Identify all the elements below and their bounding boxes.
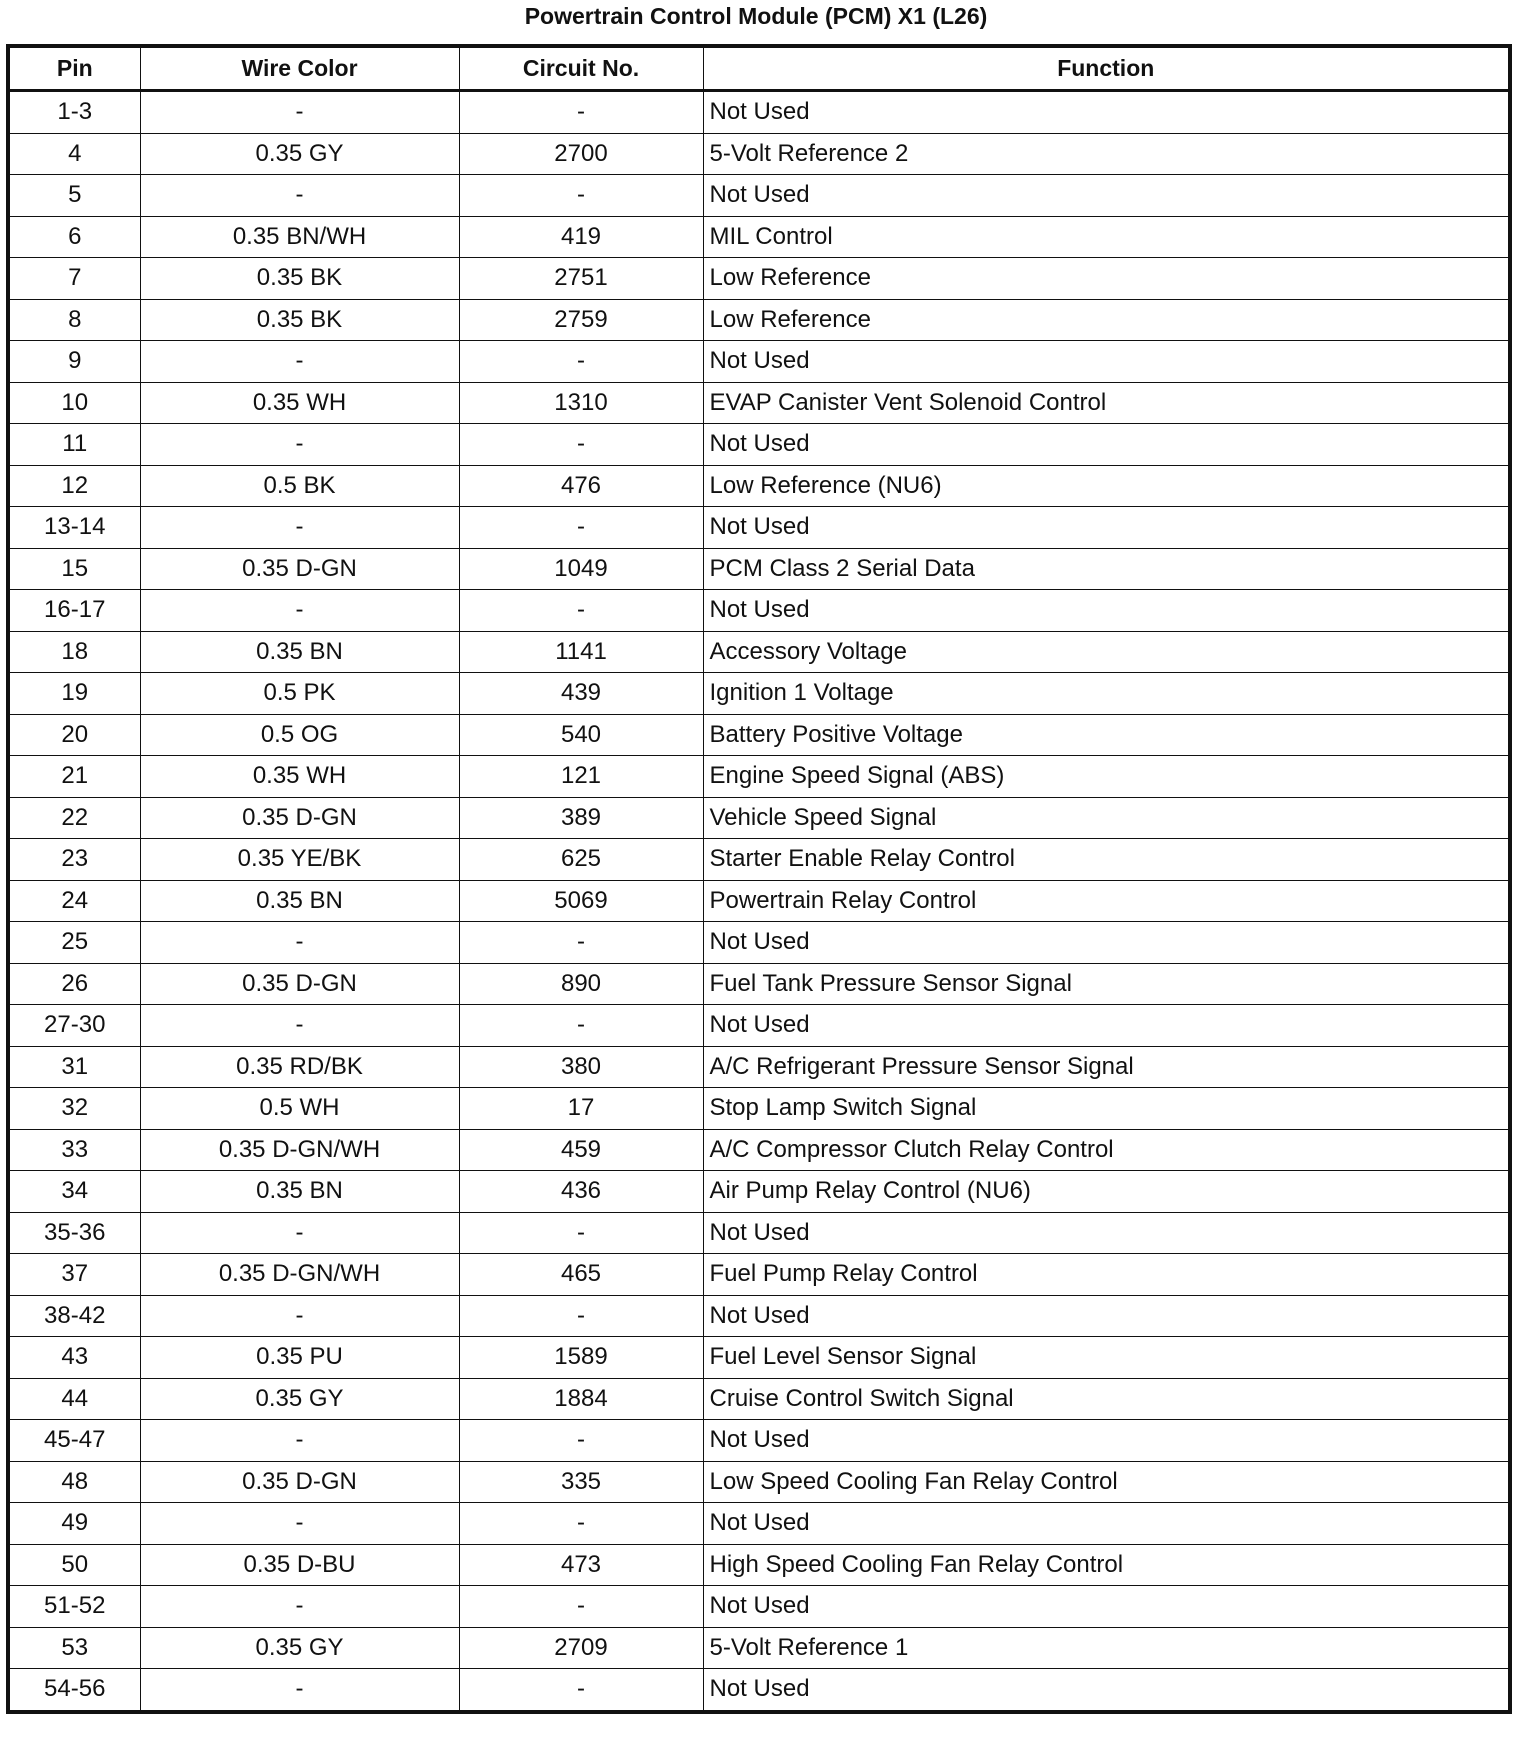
function-cell: Not Used <box>703 91 1510 134</box>
table-row <box>8 756 1510 798</box>
table-row <box>8 341 1510 383</box>
circuit-no-cell: - <box>459 1005 703 1047</box>
pin-cell: 16-17 <box>8 590 140 632</box>
pin-cell: 9 <box>8 341 140 383</box>
wire-color-cell: 0.35 GY <box>140 1378 459 1420</box>
circuit-no-cell: 473 <box>459 1544 703 1586</box>
circuit-no-cell: 1884 <box>459 1378 703 1420</box>
function-cell: MIL Control <box>703 216 1510 258</box>
table-row <box>8 175 1510 217</box>
function-cell: Vehicle Speed Signal <box>703 797 1510 839</box>
circuit-no-cell: - <box>459 1586 703 1628</box>
wire-color-cell: 0.35 BK <box>140 299 459 341</box>
header-function: Function <box>703 46 1510 91</box>
table-row <box>8 1461 1510 1503</box>
function-cell: Low Speed Cooling Fan Relay Control <box>703 1461 1510 1503</box>
pin-cell: 10 <box>8 382 140 424</box>
pin-cell: 6 <box>8 216 140 258</box>
pin-cell: 37 <box>8 1254 140 1296</box>
pin-cell: 21 <box>8 756 140 798</box>
table-row <box>8 963 1510 1005</box>
wire-color-cell: 0.35 BN/WH <box>140 216 459 258</box>
wire-color-cell: - <box>140 424 459 466</box>
pin-cell: 54-56 <box>8 1669 140 1712</box>
table-row <box>8 507 1510 549</box>
function-cell: Not Used <box>703 341 1510 383</box>
function-cell: Air Pump Relay Control (NU6) <box>703 1171 1510 1213</box>
wire-color-cell: - <box>140 1212 459 1254</box>
circuit-no-cell: - <box>459 1669 703 1712</box>
table-row <box>8 1171 1510 1213</box>
circuit-no-cell: - <box>459 507 703 549</box>
circuit-no-cell: - <box>459 1212 703 1254</box>
pin-cell: 45-47 <box>8 1420 140 1462</box>
circuit-no-cell: 465 <box>459 1254 703 1296</box>
table-row <box>8 299 1510 341</box>
function-cell: A/C Compressor Clutch Relay Control <box>703 1129 1510 1171</box>
pin-cell: 25 <box>8 922 140 964</box>
circuit-no-cell: 1049 <box>459 548 703 590</box>
wire-color-cell: 0.35 WH <box>140 756 459 798</box>
function-cell: 5-Volt Reference 2 <box>703 133 1510 175</box>
wire-color-cell: - <box>140 1005 459 1047</box>
function-cell: Not Used <box>703 507 1510 549</box>
function-cell: Not Used <box>703 1420 1510 1462</box>
wire-color-cell: - <box>140 1669 459 1712</box>
pin-cell: 5 <box>8 175 140 217</box>
wire-color-cell: 0.35 D-GN <box>140 548 459 590</box>
header-wire-color: Wire Color <box>140 46 459 91</box>
wire-color-cell: 0.35 BK <box>140 258 459 300</box>
function-cell: Starter Enable Relay Control <box>703 839 1510 881</box>
circuit-no-cell: - <box>459 1503 703 1545</box>
circuit-no-cell: - <box>459 424 703 466</box>
function-cell: Accessory Voltage <box>703 631 1510 673</box>
wire-color-cell: 0.35 PU <box>140 1337 459 1379</box>
pin-cell: 44 <box>8 1378 140 1420</box>
function-cell: PCM Class 2 Serial Data <box>703 548 1510 590</box>
circuit-no-cell: - <box>459 341 703 383</box>
table-row <box>8 1627 1510 1669</box>
wire-color-cell: 0.35 BN <box>140 880 459 922</box>
pin-cell: 32 <box>8 1088 140 1130</box>
circuit-no-cell: 2700 <box>459 133 703 175</box>
table-row <box>8 839 1510 881</box>
circuit-no-cell: 389 <box>459 797 703 839</box>
circuit-no-cell: 1310 <box>459 382 703 424</box>
circuit-no-cell: 335 <box>459 1461 703 1503</box>
table-header-row <box>8 46 1510 91</box>
wire-color-cell: 0.5 WH <box>140 1088 459 1130</box>
circuit-no-cell: - <box>459 175 703 217</box>
wire-color-cell: - <box>140 1503 459 1545</box>
circuit-no-cell: 380 <box>459 1046 703 1088</box>
wire-color-cell: 0.5 BK <box>140 465 459 507</box>
circuit-no-cell: - <box>459 1420 703 1462</box>
function-cell: Low Reference <box>703 258 1510 300</box>
circuit-no-cell: 2759 <box>459 299 703 341</box>
pin-table <box>6 44 1512 1714</box>
function-cell: Not Used <box>703 1503 1510 1545</box>
wire-color-cell: 0.35 BN <box>140 631 459 673</box>
circuit-no-cell: 890 <box>459 963 703 1005</box>
pin-cell: 24 <box>8 880 140 922</box>
pin-cell: 11 <box>8 424 140 466</box>
wire-color-cell: - <box>140 507 459 549</box>
pin-cell: 27-30 <box>8 1005 140 1047</box>
wire-color-cell: - <box>140 1586 459 1628</box>
function-cell: Not Used <box>703 922 1510 964</box>
table-row <box>8 382 1510 424</box>
pin-cell: 23 <box>8 839 140 881</box>
function-cell: Battery Positive Voltage <box>703 714 1510 756</box>
table-row <box>8 880 1510 922</box>
table-row <box>8 91 1510 134</box>
header-circuit-no: Circuit No. <box>459 46 703 91</box>
circuit-no-cell: 121 <box>459 756 703 798</box>
circuit-no-cell: 419 <box>459 216 703 258</box>
circuit-no-cell: - <box>459 922 703 964</box>
circuit-no-cell: - <box>459 1295 703 1337</box>
wire-color-cell: 0.35 D-GN/WH <box>140 1254 459 1296</box>
function-cell: Ignition 1 Voltage <box>703 673 1510 715</box>
table-row <box>8 922 1510 964</box>
wire-color-cell: - <box>140 1420 459 1462</box>
table-row <box>8 673 1510 715</box>
table-row <box>8 548 1510 590</box>
table-row <box>8 1254 1510 1296</box>
pin-cell: 18 <box>8 631 140 673</box>
pin-cell: 19 <box>8 673 140 715</box>
pin-cell: 13-14 <box>8 507 140 549</box>
wire-color-cell: - <box>140 175 459 217</box>
pin-cell: 26 <box>8 963 140 1005</box>
table-row <box>8 1212 1510 1254</box>
pin-cell: 43 <box>8 1337 140 1379</box>
wire-color-cell: - <box>140 1295 459 1337</box>
table-row <box>8 714 1510 756</box>
function-cell: A/C Refrigerant Pressure Sensor Signal <box>703 1046 1510 1088</box>
table-row <box>8 258 1510 300</box>
wire-color-cell: - <box>140 341 459 383</box>
table-row <box>8 465 1510 507</box>
wire-color-cell: 0.35 YE/BK <box>140 839 459 881</box>
pin-cell: 20 <box>8 714 140 756</box>
function-cell: Fuel Tank Pressure Sensor Signal <box>703 963 1510 1005</box>
wire-color-cell: 0.5 OG <box>140 714 459 756</box>
pin-cell: 31 <box>8 1046 140 1088</box>
circuit-no-cell: 2709 <box>459 1627 703 1669</box>
table-body <box>8 91 1510 1712</box>
function-cell: Powertrain Relay Control <box>703 880 1510 922</box>
function-cell: Engine Speed Signal (ABS) <box>703 756 1510 798</box>
pin-cell: 22 <box>8 797 140 839</box>
circuit-no-cell: 540 <box>459 714 703 756</box>
pin-cell: 12 <box>8 465 140 507</box>
function-cell: Stop Lamp Switch Signal <box>703 1088 1510 1130</box>
function-cell: High Speed Cooling Fan Relay Control <box>703 1544 1510 1586</box>
table-row <box>8 1544 1510 1586</box>
pin-cell: 49 <box>8 1503 140 1545</box>
function-cell: 5-Volt Reference 1 <box>703 1627 1510 1669</box>
pin-cell: 1-3 <box>8 91 140 134</box>
table-row <box>8 133 1510 175</box>
pin-cell: 4 <box>8 133 140 175</box>
function-cell: Not Used <box>703 1212 1510 1254</box>
pin-cell: 8 <box>8 299 140 341</box>
function-cell: Low Reference <box>703 299 1510 341</box>
function-cell: Not Used <box>703 1669 1510 1712</box>
pin-cell: 53 <box>8 1627 140 1669</box>
function-cell: Not Used <box>703 1586 1510 1628</box>
table-row <box>8 590 1510 632</box>
circuit-no-cell: 1141 <box>459 631 703 673</box>
function-cell: Not Used <box>703 590 1510 632</box>
table-row <box>8 797 1510 839</box>
pin-cell: 33 <box>8 1129 140 1171</box>
wire-color-cell: 0.35 D-GN <box>140 963 459 1005</box>
function-cell: Not Used <box>703 175 1510 217</box>
wire-color-cell: 0.35 D-GN <box>140 797 459 839</box>
wire-color-cell: - <box>140 590 459 632</box>
function-cell: Not Used <box>703 1005 1510 1047</box>
table-row <box>8 1337 1510 1379</box>
pin-cell: 35-36 <box>8 1212 140 1254</box>
circuit-no-cell: 459 <box>459 1129 703 1171</box>
function-cell: Not Used <box>703 1295 1510 1337</box>
pin-cell: 7 <box>8 258 140 300</box>
circuit-no-cell: 1589 <box>459 1337 703 1379</box>
function-cell: EVAP Canister Vent Solenoid Control <box>703 382 1510 424</box>
table-row <box>8 1295 1510 1337</box>
function-cell: Low Reference (NU6) <box>703 465 1510 507</box>
table-row <box>8 1586 1510 1628</box>
pin-cell: 51-52 <box>8 1586 140 1628</box>
pin-cell: 34 <box>8 1171 140 1213</box>
wire-color-cell: 0.35 D-GN <box>140 1461 459 1503</box>
function-cell: Fuel Level Sensor Signal <box>703 1337 1510 1379</box>
header-pin: Pin <box>8 46 140 91</box>
table-row <box>8 1088 1510 1130</box>
circuit-no-cell: 625 <box>459 839 703 881</box>
pin-cell: 15 <box>8 548 140 590</box>
circuit-no-cell: 439 <box>459 673 703 715</box>
table-row <box>8 1503 1510 1545</box>
function-cell: Not Used <box>703 424 1510 466</box>
wire-color-cell: 0.35 D-GN/WH <box>140 1129 459 1171</box>
table-row <box>8 216 1510 258</box>
table-row <box>8 1005 1510 1047</box>
wire-color-cell: 0.35 D-BU <box>140 1544 459 1586</box>
table-row <box>8 1046 1510 1088</box>
circuit-no-cell: 17 <box>459 1088 703 1130</box>
circuit-no-cell: 2751 <box>459 258 703 300</box>
pin-cell: 48 <box>8 1461 140 1503</box>
table-row <box>8 1420 1510 1462</box>
circuit-no-cell: - <box>459 590 703 632</box>
table-row <box>8 1378 1510 1420</box>
pin-cell: 50 <box>8 1544 140 1586</box>
table-row <box>8 424 1510 466</box>
pin-cell: 38-42 <box>8 1295 140 1337</box>
circuit-no-cell: 436 <box>459 1171 703 1213</box>
wire-color-cell: 0.35 RD/BK <box>140 1046 459 1088</box>
table-row <box>8 631 1510 673</box>
page-title: Powertrain Control Module (PCM) X1 (L26) <box>524 3 988 29</box>
circuit-no-cell: 476 <box>459 465 703 507</box>
wire-color-cell: 0.35 BN <box>140 1171 459 1213</box>
function-cell: Fuel Pump Relay Control <box>703 1254 1510 1296</box>
wire-color-cell: - <box>140 91 459 134</box>
table-row <box>8 1129 1510 1171</box>
wire-color-cell: 0.5 PK <box>140 673 459 715</box>
circuit-no-cell: 5069 <box>459 880 703 922</box>
circuit-no-cell: - <box>459 91 703 134</box>
wire-color-cell: 0.35 GY <box>140 133 459 175</box>
wire-color-cell: 0.35 GY <box>140 1627 459 1669</box>
wire-color-cell: 0.35 WH <box>140 382 459 424</box>
wire-color-cell: - <box>140 922 459 964</box>
function-cell: Cruise Control Switch Signal <box>703 1378 1510 1420</box>
table-row <box>8 1669 1510 1712</box>
